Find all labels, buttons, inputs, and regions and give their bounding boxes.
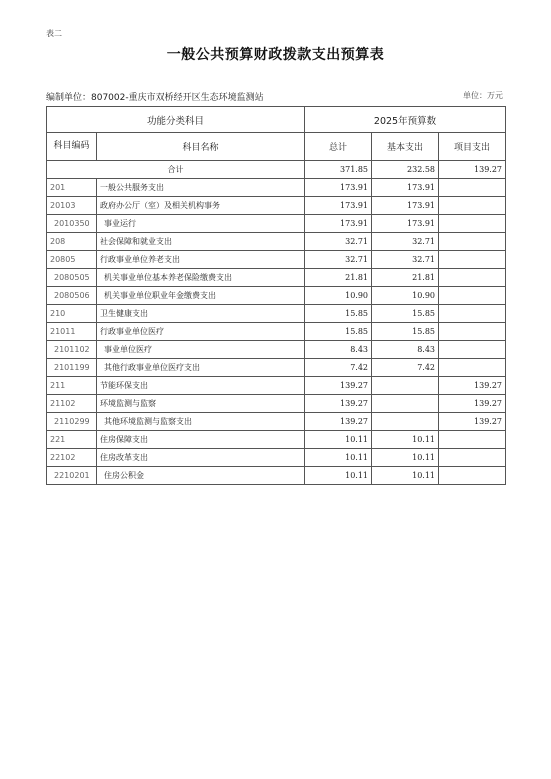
- name-cell: 其他行政事业单位医疗支出: [97, 359, 305, 377]
- total-label: 合计: [47, 161, 305, 179]
- page-title: 一般公共预算财政拨款支出预算表: [166, 47, 385, 63]
- total-cell: 173.91: [305, 179, 372, 197]
- basic-cell: 8.43: [372, 341, 439, 359]
- basic-cell: 32.71: [372, 251, 439, 269]
- table-row: [47, 413, 506, 431]
- project-cell: [439, 341, 506, 359]
- basic-cell: 32.71: [372, 233, 439, 251]
- name-cell: 机关事业单位职业年金缴费支出: [97, 287, 305, 305]
- table-row: [47, 233, 506, 251]
- total-cell: 139.27: [305, 395, 372, 413]
- name-cell: 政府办公厅（室）及相关机构事务: [97, 197, 305, 215]
- table-row: [47, 359, 506, 377]
- table-row: [47, 197, 506, 215]
- total-cell: 8.43: [305, 341, 372, 359]
- code-cell: 2080506: [47, 287, 97, 305]
- total-sum-cell: 371.85: [305, 161, 372, 179]
- project-cell: 139.27: [439, 413, 506, 431]
- project-cell: [439, 215, 506, 233]
- project-cell: [439, 467, 506, 485]
- name-cell: 社会保障和就业支出: [97, 233, 305, 251]
- total-cell: 173.91: [305, 215, 372, 233]
- basic-cell: 173.91: [372, 197, 439, 215]
- name-cell: 卫生健康支出: [97, 305, 305, 323]
- code-cell: 22102: [47, 449, 97, 467]
- basic-cell: 173.91: [372, 179, 439, 197]
- project-cell: [439, 287, 506, 305]
- func-classification-header: 功能分类科目: [47, 107, 305, 133]
- code-cell: 201: [47, 179, 97, 197]
- project-cell: [439, 251, 506, 269]
- total-cell: 32.71: [305, 251, 372, 269]
- total-cell: 10.11: [305, 431, 372, 449]
- unit-label: 单位：万元: [463, 91, 503, 100]
- code-cell: 211: [47, 377, 97, 395]
- name-cell: 一般公共服务支出: [97, 179, 305, 197]
- basic-cell: 173.91: [372, 215, 439, 233]
- table-row: [47, 341, 506, 359]
- total-basic-cell: 232.58: [372, 161, 439, 179]
- budget-table: [46, 106, 506, 485]
- basic-cell: 10.11: [372, 467, 439, 485]
- code-cell: 20103: [47, 197, 97, 215]
- project-cell: [439, 233, 506, 251]
- name-cell: 行政事业单位养老支出: [97, 251, 305, 269]
- table-row: [47, 467, 506, 485]
- header-row-group: [47, 107, 506, 133]
- project-cell: [439, 323, 506, 341]
- organization-label: 编制单位：807002-重庆市双桥经开区生态环境监测站: [46, 93, 264, 103]
- table-row: [47, 269, 506, 287]
- table-row: [47, 323, 506, 341]
- table-row: [47, 431, 506, 449]
- total-cell: 7.42: [305, 359, 372, 377]
- name-cell: 环境监测与监察: [97, 395, 305, 413]
- name-cell: 事业运行: [97, 215, 305, 233]
- code-cell: 2080505: [47, 269, 97, 287]
- project-cell: [439, 305, 506, 323]
- name-cell: 住房保障支出: [97, 431, 305, 449]
- name-cell: 行政事业单位医疗: [97, 323, 305, 341]
- project-cell: 139.27: [439, 377, 506, 395]
- code-cell: 2110299: [47, 413, 97, 431]
- name-cell: 节能环保支出: [97, 377, 305, 395]
- code-cell: 21102: [47, 395, 97, 413]
- name-cell: 其他环境监测与监察支出: [97, 413, 305, 431]
- total-project-cell: 139.27: [439, 161, 506, 179]
- basic-cell: 15.85: [372, 305, 439, 323]
- total-cell: 15.85: [305, 323, 372, 341]
- table-row: [47, 251, 506, 269]
- project-cell: [439, 269, 506, 287]
- project-cell: [439, 431, 506, 449]
- code-cell: 2101199: [47, 359, 97, 377]
- table-row: [47, 179, 506, 197]
- name-cell: 机关事业单位基本养老保险缴费支出: [97, 269, 305, 287]
- code-cell: 208: [47, 233, 97, 251]
- total-cell: 10.90: [305, 287, 372, 305]
- header-row-columns: [47, 133, 506, 161]
- basic-cell: [372, 395, 439, 413]
- basic-cell: [372, 413, 439, 431]
- project-cell: [439, 197, 506, 215]
- name-cell: 住房改革支出: [97, 449, 305, 467]
- total-column-header: 总计: [305, 133, 372, 161]
- name-column-header: 科目名称: [97, 133, 305, 161]
- total-row: [47, 161, 506, 179]
- total-cell: 139.27: [305, 377, 372, 395]
- basic-cell: 10.11: [372, 431, 439, 449]
- code-cell: 221: [47, 431, 97, 449]
- table-row: [47, 287, 506, 305]
- total-cell: 15.85: [305, 305, 372, 323]
- total-cell: 32.71: [305, 233, 372, 251]
- code-cell: 21011: [47, 323, 97, 341]
- project-cell: [439, 359, 506, 377]
- code-cell: 2101102: [47, 341, 97, 359]
- project-cell: [439, 449, 506, 467]
- total-cell: 10.11: [305, 467, 372, 485]
- basic-cell: 15.85: [372, 323, 439, 341]
- table-row: [47, 215, 506, 233]
- project-column-header: 项目支出: [439, 133, 506, 161]
- project-cell: [439, 179, 506, 197]
- budget-year-header: 2025年预算数: [305, 107, 506, 133]
- basic-column-header: 基本支出: [372, 133, 439, 161]
- total-cell: 21.81: [305, 269, 372, 287]
- project-cell: 139.27: [439, 395, 506, 413]
- basic-cell: 21.81: [372, 269, 439, 287]
- table-row: [47, 377, 506, 395]
- code-cell: 2010350: [47, 215, 97, 233]
- code-cell: 20805: [47, 251, 97, 269]
- name-cell: 住房公积金: [97, 467, 305, 485]
- total-cell: 173.91: [305, 197, 372, 215]
- table-row: [47, 305, 506, 323]
- total-cell: 10.11: [305, 449, 372, 467]
- total-cell: 139.27: [305, 413, 372, 431]
- table-row: [47, 449, 506, 467]
- basic-cell: [372, 377, 439, 395]
- table-row: [47, 395, 506, 413]
- basic-cell: 10.11: [372, 449, 439, 467]
- basic-cell: 10.90: [372, 287, 439, 305]
- name-cell: 事业单位医疗: [97, 341, 305, 359]
- code-cell: 2210201: [47, 467, 97, 485]
- basic-cell: 7.42: [372, 359, 439, 377]
- code-column-header: 科目编码: [47, 133, 97, 161]
- table-number-tag: 表二: [46, 29, 62, 38]
- code-cell: 210: [47, 305, 97, 323]
